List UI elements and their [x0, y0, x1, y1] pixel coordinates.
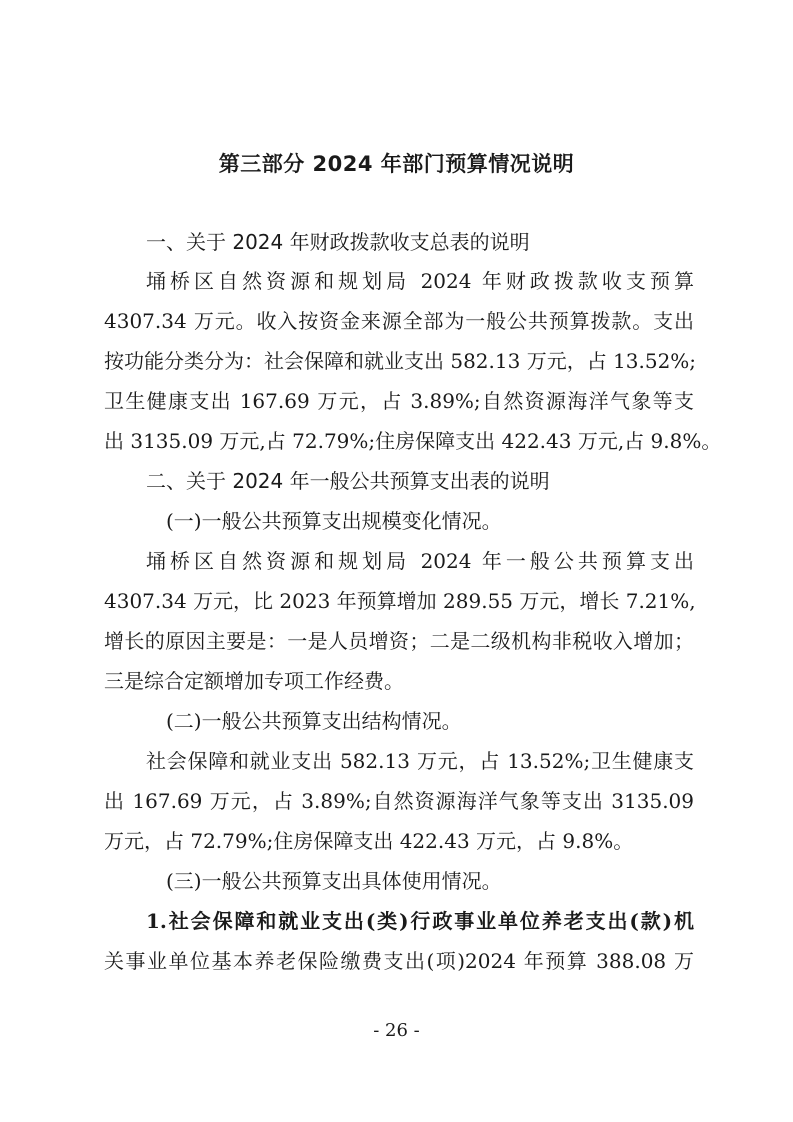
paragraph-line: 埇桥区自然资源和规划局 2024 年财政拨款收支预算	[146, 269, 694, 293]
item-heading-line: 1.社会保障和就业支出(类)行政事业单位养老支出(款)机	[146, 909, 694, 933]
item-heading-line: 关事业单位基本养老保险缴费支出(项)2024 年预算 388.08 万	[104, 949, 694, 973]
paragraph-line: 增长的原因主要是：一是人员增资；二是二级机构非税收入增加；	[104, 629, 694, 653]
section-heading-1: 一、关于 2024 年财政拨款收支总表的说明	[146, 230, 530, 254]
paragraph-line: 按功能分类分为：社会保障和就业支出 582.13 万元，占 13.52%;	[104, 349, 697, 373]
paragraph-line: 4307.34 万元。收入按资金来源全部为一般公共预算拨款。支出	[104, 309, 694, 333]
paragraph-line: 卫生健康支出 167.69 万元，占 3.89%;自然资源海洋气象等支	[104, 389, 694, 413]
paragraph-line: 三是综合定额增加专项工作经费。	[104, 669, 404, 693]
subsection-heading: (三)一般公共预算支出具体使用情况。	[166, 869, 502, 893]
page-number: - 26 -	[373, 1020, 420, 1041]
page-title: 第三部分 2024 年部门预算情况说明	[218, 152, 575, 176]
paragraph-line: 出 3135.09 万元,占 72.79%;住房保障支出 422.43 万元,占 9.8%。	[104, 429, 722, 453]
paragraph-line: 4307.34 万元，比 2023 年预算增加 289.55 万元，增长 7.21%,	[104, 589, 696, 613]
paragraph-line: 社会保障和就业支出 582.13 万元，占 13.52%;卫生健康支	[146, 749, 694, 773]
subsection-heading: (二)一般公共预算支出结构情况。	[166, 709, 462, 733]
paragraph-line: 万元，占 72.79%;住房保障支出 422.43 万元，占 9.8%。	[104, 829, 634, 853]
section-heading-2: 二、关于 2024 年一般公共预算支出表的说明	[146, 469, 550, 493]
subsection-heading: (一)一般公共预算支出规模变化情况。	[166, 509, 502, 533]
paragraph-line: 出 167.69 万元，占 3.89%;自然资源海洋气象等支出 3135.09	[104, 789, 694, 813]
paragraph-line: 埇桥区自然资源和规划局 2024 年一般公共预算支出	[146, 549, 694, 573]
